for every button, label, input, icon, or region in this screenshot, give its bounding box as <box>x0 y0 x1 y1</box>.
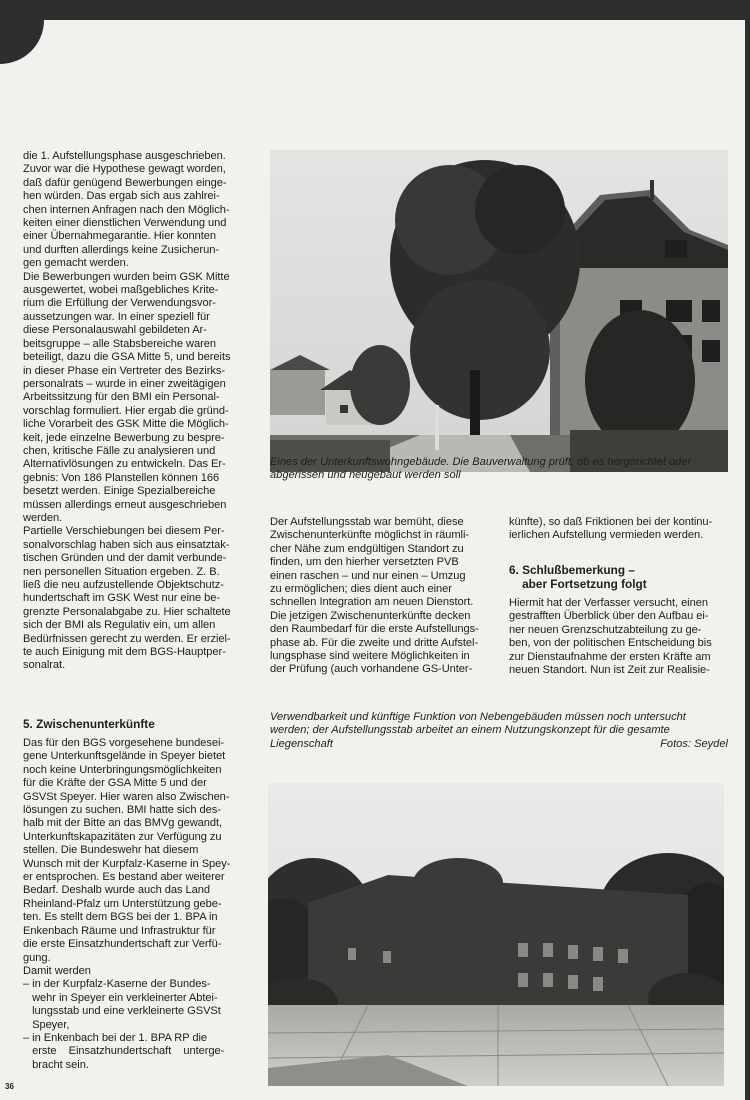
photo-1-caption: Eines der Unterkunftswohngebäude. Die Bauverwaltung prüft, ob es hergerichtet oder abgerissen und neugebaut werden soll <box>270 456 692 482</box>
section-6-heading: 6. Schlußbemerkung – aber Fortsetzung folgt <box>509 563 647 591</box>
photo-residential-building-image <box>270 150 728 472</box>
column-left-text-1: die 1. Aufstellungsphase ausgeschrieben. Zuvor war die Hypothese gewagt worden, daß dafür genügend Bewerbungen einge- hen würden. Das ergab sich aus zahlrei- chen internen Anfragen nach den Möglich- keiten einer dienstlichen Verwendung und einer Übernahmegarantie. Hier konnten und durften allerdings keine Zusicherun- gen gemacht werden. Die Bewerbungen wurden beim GSK Mitte ausgewertet, wobei maßgebliches Krite- rium die Erfüllung der Verwendungsvor- aussetzungen war. In einer speziell für diese Personalauswahl gebildeten Ar- beitsgruppe – alle Stabsbereiche waren beteiligt, dazu die GSA Mitte 5, und bereits in dieser Phase ein Vertreter des Bezirks- personalrats – wurde in einer zweitägigen Arbeitssitzung für den BMI ein Personal- vorschlag formuliert. Hier ergab die gründ- liche Vorarbeit des GSK Mitte die Möglich- keit, jede einzelne Bewerbung zu bespre- chen, kritische Fälle zu analysieren und Alternativlösungen zu entwickeln. Das Er- gebnis: Von 186 Planstellen können 166 besetzt werden. Einige Spezialbereiche müssen allerdings erneut ausgeschrieben werden. Partielle Verschiebungen bei diesem Per- sonalvorschlag haben sich aus einsatztak- tischen Gründen und der damit verbunde- nen personellen Situation ergeben. Z. B. ließ die neu aufzustellende Objektschutz- hundertschaft im GSK West nur eine be- grenzte Personalabgabe zu. Hier schaltete sich der BMI als Regulativ ein, um allen Bedürfnissen gerecht zu werden. Er erziel- te auch Einigung mit dem BGS-Hauptper- sonalrat. <box>23 150 231 672</box>
photo-ivy-building-image <box>268 783 724 1086</box>
magazine-page <box>0 20 750 1100</box>
page-number: 36 <box>5 1082 14 1091</box>
photo-residential-building <box>270 150 728 472</box>
page-edge-shadow <box>745 20 750 1100</box>
column-right-text-1: künfte), so daß Friktionen bei der kontinu- ierlichen Aufstellung vermieden werden. <box>509 516 713 542</box>
column-left-text-2: Das für den BGS vorgesehene bundesei- gene Unterkunftsgelände in Speyer bietet noch keine Unterbringungsmöglichkeiten für die Kräfte der GSA Mitte 5 und der GSVSt Speyer. Hier waren also Zwischen- lösungen zu suchen. BMI hatte sich des- halb mit der Bitte an das BMVg gewandt, Unterkunftskapazitäten zur Verfügung zu stellen. Die Bundeswehr hat diesem Wunsch mit der Kurpfalz-Kaserne in Spey- er entsprochen. Es bestand aber weiterer Bedarf. Deshalb wurde auch das Land Rheinland-Pfalz um Unterstützung gebe- ten. Es stellt dem BGS bei der 1. BPA in Enkenbach Räume und Infrastruktur für die erste Einsatzhundertschaft zur Verfü- gung. Damit werden – in der Kurpfalz-Kaserne der Bundes- wehr in Speyer ein verkleinerter Abtei- lungsstab und eine verkleinerte GSVSt Speyer, – in Enkenbach bei der 1. BPA RP die erste Einsatzhundertschaft unterge- bracht sein. <box>23 737 231 1071</box>
photo-ivy-building <box>268 783 724 1086</box>
page-corner-shadow <box>0 20 44 64</box>
photo-credit: Fotos: Seydel <box>660 737 728 750</box>
column-right-text-2: Hiermit hat der Verfasser versucht, einen gestrafften Überblick über den Aufbau ei- ner neuen Grenzschutzabteilung zu ge- ben, von der politischen Entscheidung bis zur Dienstaufnahme der ersten Kräfte am neuen Standort. Nun ist Zeit zur Realisie- <box>509 597 712 677</box>
section-5-heading: 5. Zwischenunterkünfte <box>23 717 155 731</box>
column-middle-text: Der Aufstellungsstab war bemüht, diese Zwischenunterkünfte möglichst in räumli- cher Nähe zum endgültigen Standort zu finden, um den hierher versetzten PVB einen raschen – und nur einen – Umzug zu ermöglichen; dies dient auch einer schnellen Integration am neuen Dienstort. Die jetzigen Zwischenunterkünfte decken den Raumbedarf für die erste Aufstellungs- phase ab. Für die zweite und dritte Aufstel- lungsphase sind weitere Möglichkeiten in der Prüfung (auch vorhandene GS-Unter- <box>270 516 479 676</box>
photo-2-caption: Verwendbarkeit und künftige Funktion von Nebengebäuden müssen noch untersucht werden; der Aufstellungsstab arbeitet an einem Nutzungskonzept für die gesamte Liegenschaft <box>270 711 686 750</box>
